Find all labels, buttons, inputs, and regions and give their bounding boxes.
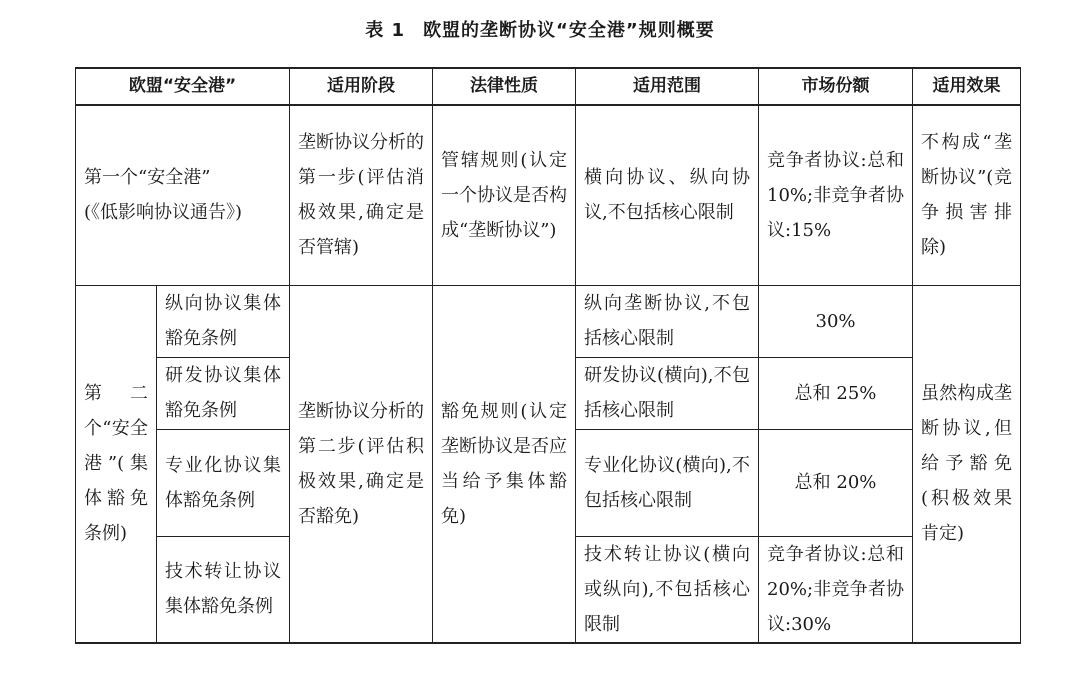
table-title: 欧盟的垄断协议“安全港”规则概要 xyxy=(423,20,715,41)
second-harbor-sub-scope: 技术转让协议(横向或纵向),不包括核心限制 xyxy=(576,536,759,643)
first-harbor-share: 竞争者协议:总和 10%;非竞争者协议:15% xyxy=(759,105,913,285)
header-nature: 法律性质 xyxy=(433,68,576,105)
second-harbor-sub-scope: 纵向垄断协议,不包括核心限制 xyxy=(576,285,759,357)
header-effect: 适用效果 xyxy=(913,68,1021,105)
first-harbor-effect: 不构成“垄断协议”(竞争损害排除) xyxy=(913,105,1021,285)
second-harbor-row-1 xyxy=(76,285,1021,357)
second-harbor-sub-share: 总和 25% xyxy=(759,357,913,429)
first-harbor-name: 第一个“安全港” (《低影响协议通告》) xyxy=(76,105,290,285)
second-harbor-sub-scope: 专业化协议(横向),不包括核心限制 xyxy=(576,429,759,536)
second-harbor-name: 第二个“安全港”(集体豁免条例) xyxy=(76,285,157,643)
second-harbor-sub-scope: 研发协议(横向),不包括核心限制 xyxy=(576,357,759,429)
second-harbor-sub-share: 竞争者协议:总和 20%;非竞争者协议:30% xyxy=(759,536,913,643)
table-number: 表 1 xyxy=(365,20,406,41)
first-harbor-row xyxy=(76,105,1021,285)
second-harbor-sub-name: 技术转让协议集体豁免条例 xyxy=(157,536,290,643)
second-harbor-nature: 豁免规则(认定垄断协议是否应当给予集体豁免) xyxy=(433,285,576,643)
first-harbor-nature: 管辖规则(认定一个协议是否构成“垄断协议”) xyxy=(433,105,576,285)
second-harbor-sub-share: 30% xyxy=(759,285,913,357)
header-stage: 适用阶段 xyxy=(290,68,433,105)
second-harbor-sub-name: 研发协议集体豁免条例 xyxy=(157,357,290,429)
header-share: 市场份额 xyxy=(759,68,913,105)
first-harbor-stage: 垄断协议分析的第一步(评估消极效果,确定是否管辖) xyxy=(290,105,433,285)
second-harbor-stage: 垄断协议分析的第二步(评估积极效果,确定是否豁免) xyxy=(290,285,433,643)
second-harbor-sub-share: 总和 20% xyxy=(759,429,913,536)
header-row xyxy=(76,68,1021,105)
header-harbor: 欧盟“安全港” xyxy=(76,68,290,105)
first-harbor-scope: 横向协议、纵向协议,不包括核心限制 xyxy=(576,105,759,285)
second-harbor-sub-name: 专业化协议集体豁免条例 xyxy=(157,429,290,536)
header-scope: 适用范围 xyxy=(576,68,759,105)
second-harbor-sub-name: 纵向协议集体豁免条例 xyxy=(157,285,290,357)
safe-harbor-table xyxy=(75,67,1021,644)
table-caption xyxy=(0,16,1080,42)
second-harbor-effect: 虽然构成垄断协议,但给予豁免(积极效果肯定) xyxy=(913,285,1021,643)
